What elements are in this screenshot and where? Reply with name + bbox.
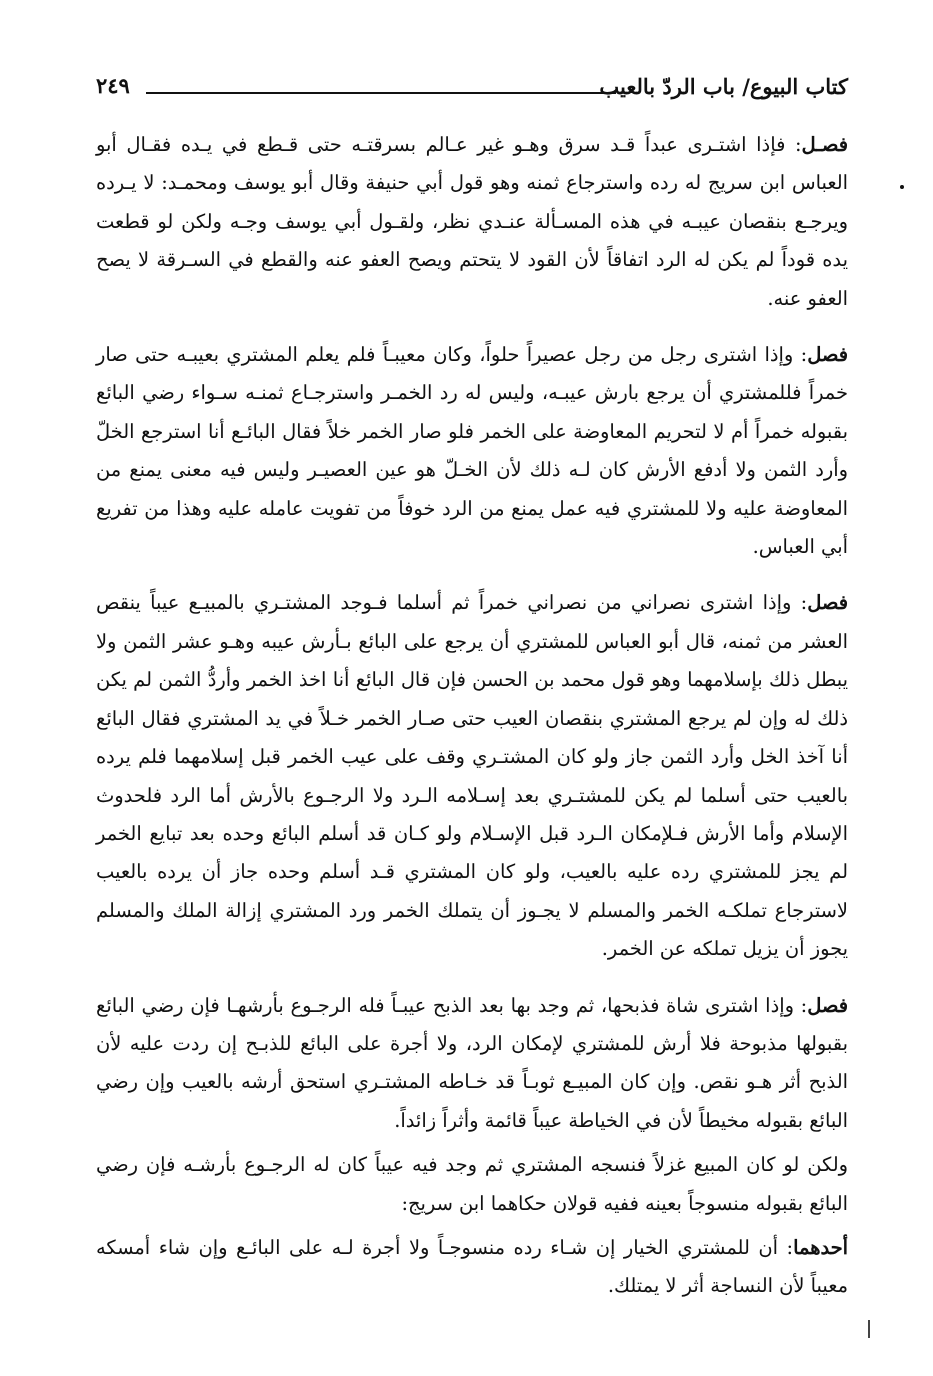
paragraph-fasl-christian-wine [96,584,848,968]
paragraph-text: : فإذا اشتـرى عبداً قـد سرق وهـو غير عـالم بسرقتـه حتى قـطع في يـده فقـال أبو العباس ابن سريج له رده واسترجاع ثمنه وهو قول أبي حنيفة وقال أبو يوسف ومحمـد: لا يـرده ويرجـع بنقصان عيبـه في هذه المسـألة عنـدي نظر، ولقـول أبي يوسف وجـه ولكن لو قطعت يده قوداً لم يكن له الرد اتفاقاً لأن القود لا يتحتم ويصح العفو عنه والقطع في السـرقة لا يصح العفو عنه. [96,133,848,310]
chapter-title: كتاب البيوع/ باب الردّ بالعيب [599,74,848,99]
page-number: ٢٤٩ [96,73,130,98]
section-label: أحدهما [793,1235,848,1259]
paragraph-text: : أن للمشتري الخيار إن شـاء رده منسوجـاً ولا أجرة لـه على البائـع وإن شاء أمسكه معيباً لأن النساجة أثر لا يمتلك. [96,1235,848,1298]
paragraph-text: : وإذا اشترى نصراني من نصراني خمراً ثم أسلما فـوجد المشتـري بالمبيـع عيباً ينقص العشر من ثمنه، قال أبو العباس للمشتري أن يرجع على البائع بـأرش عيبه وهـو عشر الثمن ولا يبطل ذلك بإسلامهما وهو قول محمد بن الحسن فإن قال البائع أنا اخذ الخمر وأردُّ الثمن لم يكن ذلك له وإن لم يرجع المشتري بنقصان العيب حتى صـار الخمر خـلاً في يد المشتري فقال البائع أنا آخذ الخل وأرد الثمن جاز ولو كان المشتـري وقف على عيب الخمر قبل إسلامهما فلم يرده بالعيب حتى أسلما لم يكن للمشتـري بعد إسـلامه الـرد ولا الرجـوع بالأرش أما الرد فلحدوث الإسلام وأما الأرش فـلإمكان الـرد قبل الإسـلام ولو كـان قد أسلم البائع وحده بعد تبايع الخمر لم يجز للمشتري رده عليه بالعيب، ولو كان المشتري قـد أسلم وحده جاز أن يرده بالعيب لاسترجاع تملكـه الخمر والمسلم لا يجـوز أن يتملك الخمر ورد المشتري إزالة الملك والمسلم يجوز أن يزيل تملكه عن الخمر. [96,591,848,961]
section-label: فصل [807,591,848,615]
paragraph-fasl-slaughtered-sheep [96,987,848,1141]
paragraph-text: ولكن لو كان المبيع غزلاً فنسجه المشتري ثم وجد فيه عيباً كان له الرجـوع بأرشـه فإن رضي البائع بقبوله منسوجاً بعينه ففيه قولان حكاهما ابن سريج: [96,1153,848,1215]
paragraph-text: : وإذا اشترى شاة فذبحها، ثم وجد بها بعد الذبح عيبـاً فله الرجـوع بأرشهـا فإن رضي البائع بقبولها مذبوحة فلا أرش للمشتري لإمكان الرد، ولا أجرة على البائع للذبـح إن ردت عليه لأن الذبح أثر هـو نقص. وإن كان المبيـع ثوبـاً قد خـاطه المشتـري استحق أرشه بالعيب وإن رضي البائع بقبوله مخيطاً لأن في الخياطة عيباً قائمة وأثراً زائداً. [96,993,848,1132]
scan-speck [900,185,904,189]
paragraph-first-opinion [96,1229,848,1306]
section-label: فصل [807,343,848,367]
paragraph-fasl-juice-wine [96,336,848,566]
paragraph-woven-yarn [96,1146,848,1223]
running-header [96,70,848,110]
margin-mark [868,1320,870,1338]
section-label: فصل [807,993,848,1017]
paragraph-fasl-stolen-slave [96,126,848,318]
section-label: فصـل [801,133,848,156]
header-rule [146,92,616,94]
paragraph-text: : وإذا اشترى رجل من رجل عصيراً حلواً، وكان معيبـاً فلم يعلم المشتري بعيبـه حتى صار خمراً فللمشتري أن يرجع بارش عيبـه، وليس له رد الخمـر واسترجـاع ثمنـه سـواء رضي البائع بقبوله خمراً أم لا لتحريم المعاوضة على الخمر فلو صار الخمر خلاً فقال البائـع أنا استرجع الخلّ وأرد الثمن ولا أدفع الأرش كان لـه ذلك لأن الخـلّ هو عين العصيـر وليس فيه معنى يمنع من المعاوضة عليه ولا للمشتري فيه عمل يمنع من الرد خوفاً من تفويت عامله عليه وهذا من تفريع أبي العباس. [96,343,848,559]
body-text [96,126,848,1306]
